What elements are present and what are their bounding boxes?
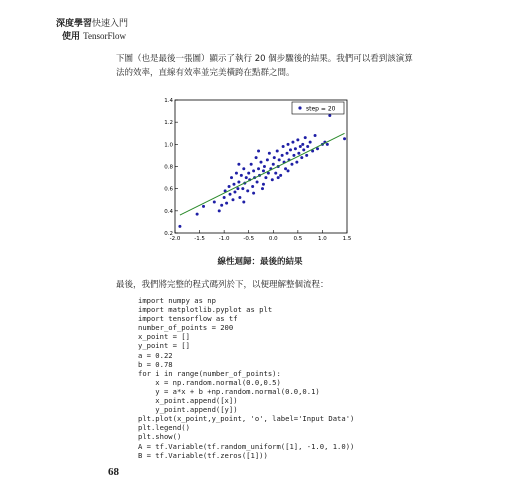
- code-block: [138, 296, 354, 460]
- data-point: [343, 137, 346, 140]
- code-line: plt.plot(x_point,y_point, 'o', label='Input Data'): [138, 414, 355, 424]
- y-tick-label: 0.2: [164, 231, 173, 237]
- x-tick-label: -1.5: [194, 236, 205, 242]
- data-point: [257, 149, 260, 152]
- x-tick-label: 0.0: [268, 236, 278, 242]
- data-point: [246, 189, 249, 192]
- data-point: [231, 198, 234, 201]
- data-point: [262, 169, 265, 172]
- y-tick-label: 0.8: [164, 164, 173, 171]
- data-point: [273, 156, 276, 159]
- data-point: [289, 148, 292, 151]
- data-point: [300, 156, 303, 159]
- y-tick-label: 1.4: [164, 98, 173, 104]
- data-point: [252, 192, 255, 195]
- code-line: b = 0.78: [138, 359, 173, 369]
- data-point: [328, 114, 331, 117]
- legend: [292, 102, 344, 114]
- data-point: [287, 169, 290, 172]
- code-line: for i in range(number_of_points):: [138, 368, 281, 378]
- x-tick-label: 1.0: [318, 236, 327, 242]
- code-line: y = a*x + b +np.random.normal(0.0,0.1): [138, 386, 320, 396]
- data-point: [237, 163, 240, 166]
- data-point: [286, 152, 289, 155]
- figure-caption: 線性迴歸：最後的結果: [217, 257, 303, 267]
- after-paragraph: 最後，我們將完整的程式碼列於下，以便理解整個流程：: [116, 280, 329, 290]
- data-point: [274, 172, 277, 175]
- data-point: [250, 163, 253, 166]
- data-point: [218, 209, 221, 212]
- plot-area: [175, 100, 347, 233]
- running-header: [56, 18, 128, 43]
- data-point: [232, 183, 235, 186]
- data-point: [213, 200, 216, 203]
- data-point: [266, 158, 269, 161]
- data-point: [223, 196, 226, 199]
- y-tick-label: 0.4: [164, 208, 173, 215]
- data-point: [287, 143, 290, 146]
- data-point: [247, 172, 250, 175]
- data-point: [272, 163, 275, 166]
- data-point: [242, 200, 245, 203]
- code-line: B = tf.Variable(tf.zeros([1])): [138, 450, 268, 460]
- data-point: [236, 187, 239, 190]
- code-line: y_point = []: [138, 341, 190, 351]
- data-point: [326, 143, 329, 146]
- code-line: a = 0.22: [138, 350, 173, 360]
- data-point: [292, 154, 295, 157]
- book-subtitle: 使用 TensorFlow: [62, 31, 127, 42]
- data-point: [252, 169, 255, 172]
- data-point: [245, 176, 248, 179]
- data-point: [260, 161, 263, 164]
- code-line: plt.legend(): [138, 423, 190, 433]
- data-point: [284, 167, 287, 170]
- data-point: [306, 145, 309, 148]
- y-tick-label: 1.2: [164, 120, 173, 127]
- data-point: [261, 187, 264, 190]
- page-number: 68: [108, 466, 119, 478]
- legend-label: step = 20: [306, 105, 336, 113]
- data-point: [279, 174, 282, 177]
- x-tick-label: 1.5: [342, 236, 352, 242]
- data-point: [314, 134, 317, 137]
- data-point: [257, 167, 260, 170]
- code-line: import tensorflow as tf: [138, 314, 238, 324]
- code-line: import numpy as np: [138, 296, 216, 305]
- scatter-chart: [150, 92, 360, 242]
- code-line: plt.show(): [138, 432, 182, 442]
- data-point: [305, 154, 308, 157]
- intro-paragraph: 下圖（也是最後一張圖）顯示了執行 20 個步驟後的結果。我們可以看到該演算法的效率，直線有效率並完美橫跨在點群之間。: [116, 54, 413, 78]
- data-point: [235, 172, 238, 175]
- data-point: [238, 196, 241, 199]
- data-point: [263, 165, 266, 168]
- y-tick-label: 0.6: [164, 186, 173, 193]
- y-tick-label: 1.0: [164, 142, 173, 149]
- x-tick-label: -2.0: [169, 236, 181, 242]
- data-point: [291, 141, 294, 144]
- data-point: [196, 213, 199, 216]
- data-point: [268, 152, 271, 155]
- data-point: [256, 181, 259, 184]
- data-point: [282, 145, 285, 148]
- code-line: x = np.random.normal(0.0,0.5): [138, 377, 281, 387]
- data-point: [225, 202, 228, 205]
- x-tick-label: -1.0: [218, 236, 230, 242]
- code-line: number_of_points = 200: [138, 323, 234, 333]
- data-point: [242, 167, 245, 170]
- data-point: [178, 225, 181, 228]
- data-point: [264, 176, 267, 179]
- data-point: [301, 143, 304, 146]
- data-point: [202, 205, 205, 208]
- x-tick-label: 0.5: [293, 236, 303, 242]
- data-point: [251, 185, 254, 188]
- code-line: x_point = []: [138, 332, 190, 342]
- data-point: [229, 193, 232, 196]
- data-point: [240, 174, 243, 177]
- code-line: A = tf.Variable(tf.random_uniform([1], -1.0, 1.0)): [138, 441, 355, 451]
- data-point: [262, 183, 265, 186]
- data-point: [297, 152, 300, 155]
- code-line: import matplotlib.pyplot as plt: [138, 305, 273, 315]
- x-tick-label: -0.5: [243, 236, 255, 242]
- data-point: [302, 148, 305, 151]
- data-point: [296, 138, 299, 141]
- data-point: [299, 145, 302, 148]
- book-title: 深度學習快速入門: [56, 19, 129, 29]
- data-point: [295, 161, 298, 164]
- data-point: [277, 176, 280, 179]
- data-point: [290, 163, 293, 166]
- data-point: [233, 190, 236, 193]
- data-point: [281, 154, 284, 157]
- data-point: [304, 136, 307, 139]
- data-point: [237, 181, 240, 184]
- legend-marker: [298, 106, 301, 109]
- data-point: [255, 156, 258, 159]
- data-point: [278, 158, 281, 161]
- data-point: [241, 187, 244, 190]
- data-point: [271, 178, 274, 181]
- data-point: [228, 185, 231, 188]
- data-point: [309, 141, 312, 144]
- data-point: [294, 147, 297, 150]
- data-point: [276, 149, 279, 152]
- data-point: [220, 204, 223, 207]
- code-line: x_point.append([x]): [138, 396, 238, 406]
- code-line: y_point.append([y]): [138, 405, 238, 415]
- data-point: [230, 176, 233, 179]
